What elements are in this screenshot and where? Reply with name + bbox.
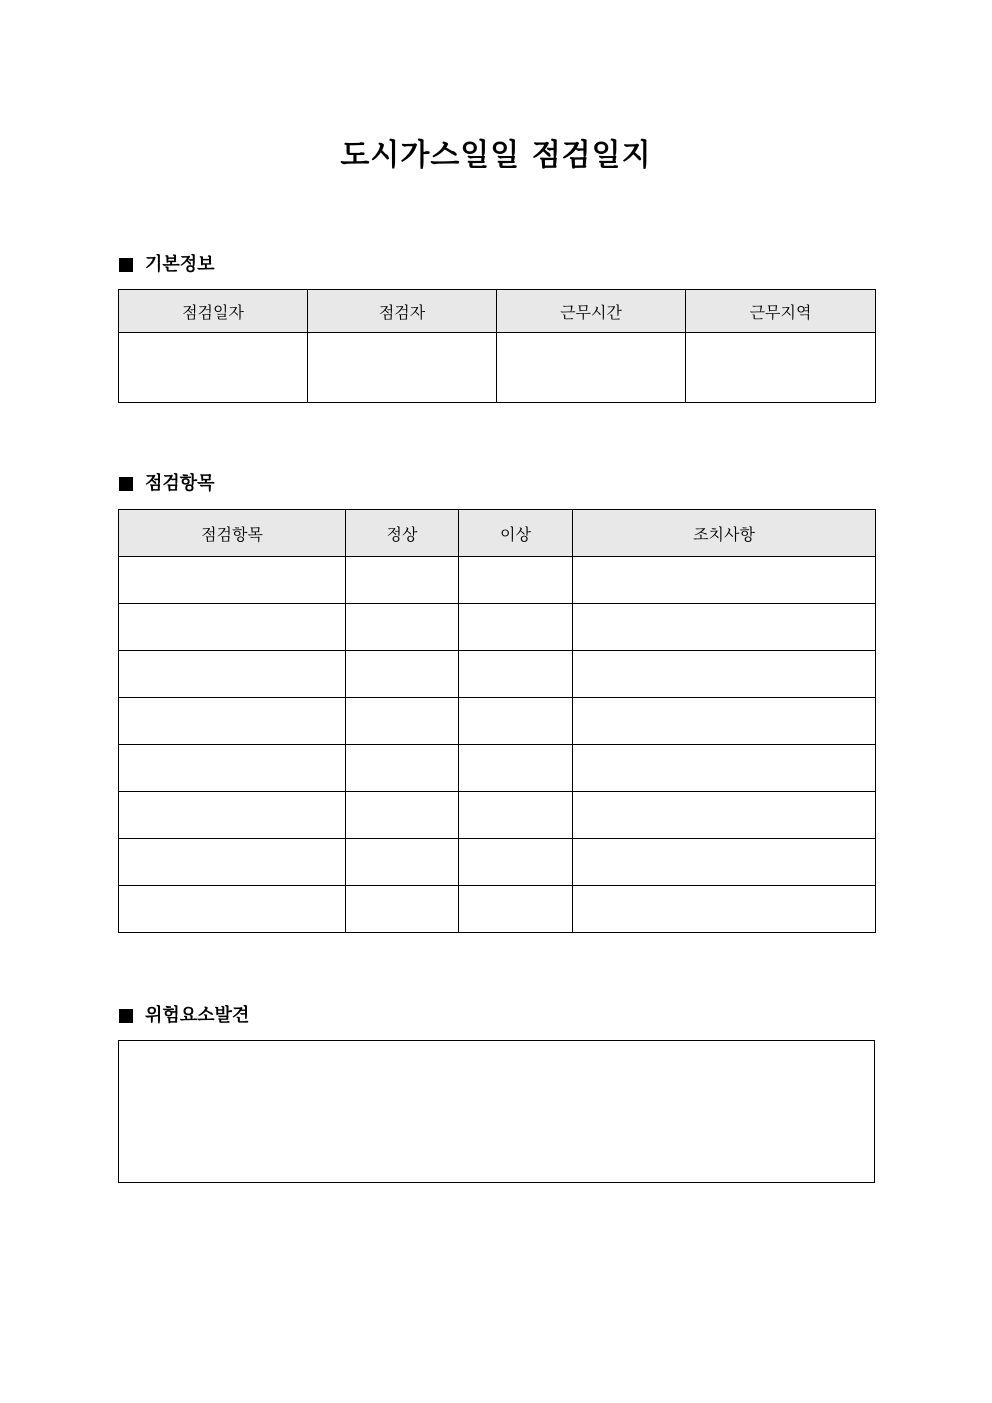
table-row: [119, 557, 876, 604]
abnormal-cell[interactable]: [459, 745, 573, 792]
header-inspector: 점검자: [308, 290, 497, 333]
action-taken-cell[interactable]: [573, 557, 876, 604]
table-header-row: [119, 510, 876, 557]
section-heading-items-label: 점검항목: [145, 473, 215, 494]
action-taken-cell[interactable]: [573, 651, 876, 698]
inspection-items-table: [118, 509, 876, 933]
inspection-item-cell[interactable]: [119, 886, 346, 933]
abnormal-cell[interactable]: [459, 651, 573, 698]
action-taken-cell[interactable]: [573, 698, 876, 745]
action-taken-cell[interactable]: [573, 604, 876, 651]
inspection-item-cell[interactable]: [119, 698, 346, 745]
square-bullet-icon: [119, 1009, 133, 1023]
inspection-item-cell[interactable]: [119, 651, 346, 698]
abnormal-cell[interactable]: [459, 557, 573, 604]
header-abnormal: 이상: [459, 510, 573, 557]
section-heading-basic: [119, 253, 215, 277]
normal-cell[interactable]: [346, 557, 459, 604]
work-hours-field[interactable]: [497, 333, 686, 403]
table-row: [119, 333, 876, 403]
normal-cell[interactable]: [346, 886, 459, 933]
action-taken-cell[interactable]: [573, 792, 876, 839]
inspection-item-cell[interactable]: [119, 792, 346, 839]
abnormal-cell[interactable]: [459, 698, 573, 745]
section-heading-risk: [119, 1004, 249, 1028]
table-row: [119, 792, 876, 839]
risk-findings-field[interactable]: [118, 1040, 875, 1183]
table-row: [119, 604, 876, 651]
table-row: [119, 745, 876, 792]
normal-cell[interactable]: [346, 604, 459, 651]
inspection-item-cell[interactable]: [119, 839, 346, 886]
header-work-hours: 근무시간: [497, 290, 686, 333]
page-title: 도시가스일일 점검일지: [340, 138, 652, 173]
inspection-item-cell[interactable]: [119, 604, 346, 651]
inspector-field[interactable]: [308, 333, 497, 403]
normal-cell[interactable]: [346, 792, 459, 839]
table-row: [119, 651, 876, 698]
square-bullet-icon: [119, 477, 133, 491]
header-action-taken: 조치사항: [573, 510, 876, 557]
table-row: [119, 839, 876, 886]
section-heading-basic-label: 기본정보: [145, 254, 215, 275]
inspection-item-cell[interactable]: [119, 745, 346, 792]
header-normal: 정상: [346, 510, 459, 557]
section-heading-items: [119, 472, 215, 496]
work-area-field[interactable]: [686, 333, 876, 403]
abnormal-cell[interactable]: [459, 604, 573, 651]
normal-cell[interactable]: [346, 651, 459, 698]
header-inspection-date: 점검일자: [119, 290, 308, 333]
action-taken-cell[interactable]: [573, 886, 876, 933]
header-inspection-item: 점검항목: [119, 510, 346, 557]
normal-cell[interactable]: [346, 698, 459, 745]
action-taken-cell[interactable]: [573, 745, 876, 792]
inspection-items-body: [119, 557, 876, 933]
table-row: [119, 698, 876, 745]
normal-cell[interactable]: [346, 839, 459, 886]
inspection-item-cell[interactable]: [119, 557, 346, 604]
square-bullet-icon: [119, 258, 133, 272]
abnormal-cell[interactable]: [459, 839, 573, 886]
table-row: [119, 886, 876, 933]
action-taken-cell[interactable]: [573, 839, 876, 886]
basic-info-table: [118, 289, 876, 403]
section-heading-risk-label: 위험요소발견: [145, 1005, 250, 1026]
inspection-date-field[interactable]: [119, 333, 308, 403]
abnormal-cell[interactable]: [459, 886, 573, 933]
abnormal-cell[interactable]: [459, 792, 573, 839]
table-header-row: [119, 290, 876, 333]
header-work-area: 근무지역: [686, 290, 876, 333]
normal-cell[interactable]: [346, 745, 459, 792]
